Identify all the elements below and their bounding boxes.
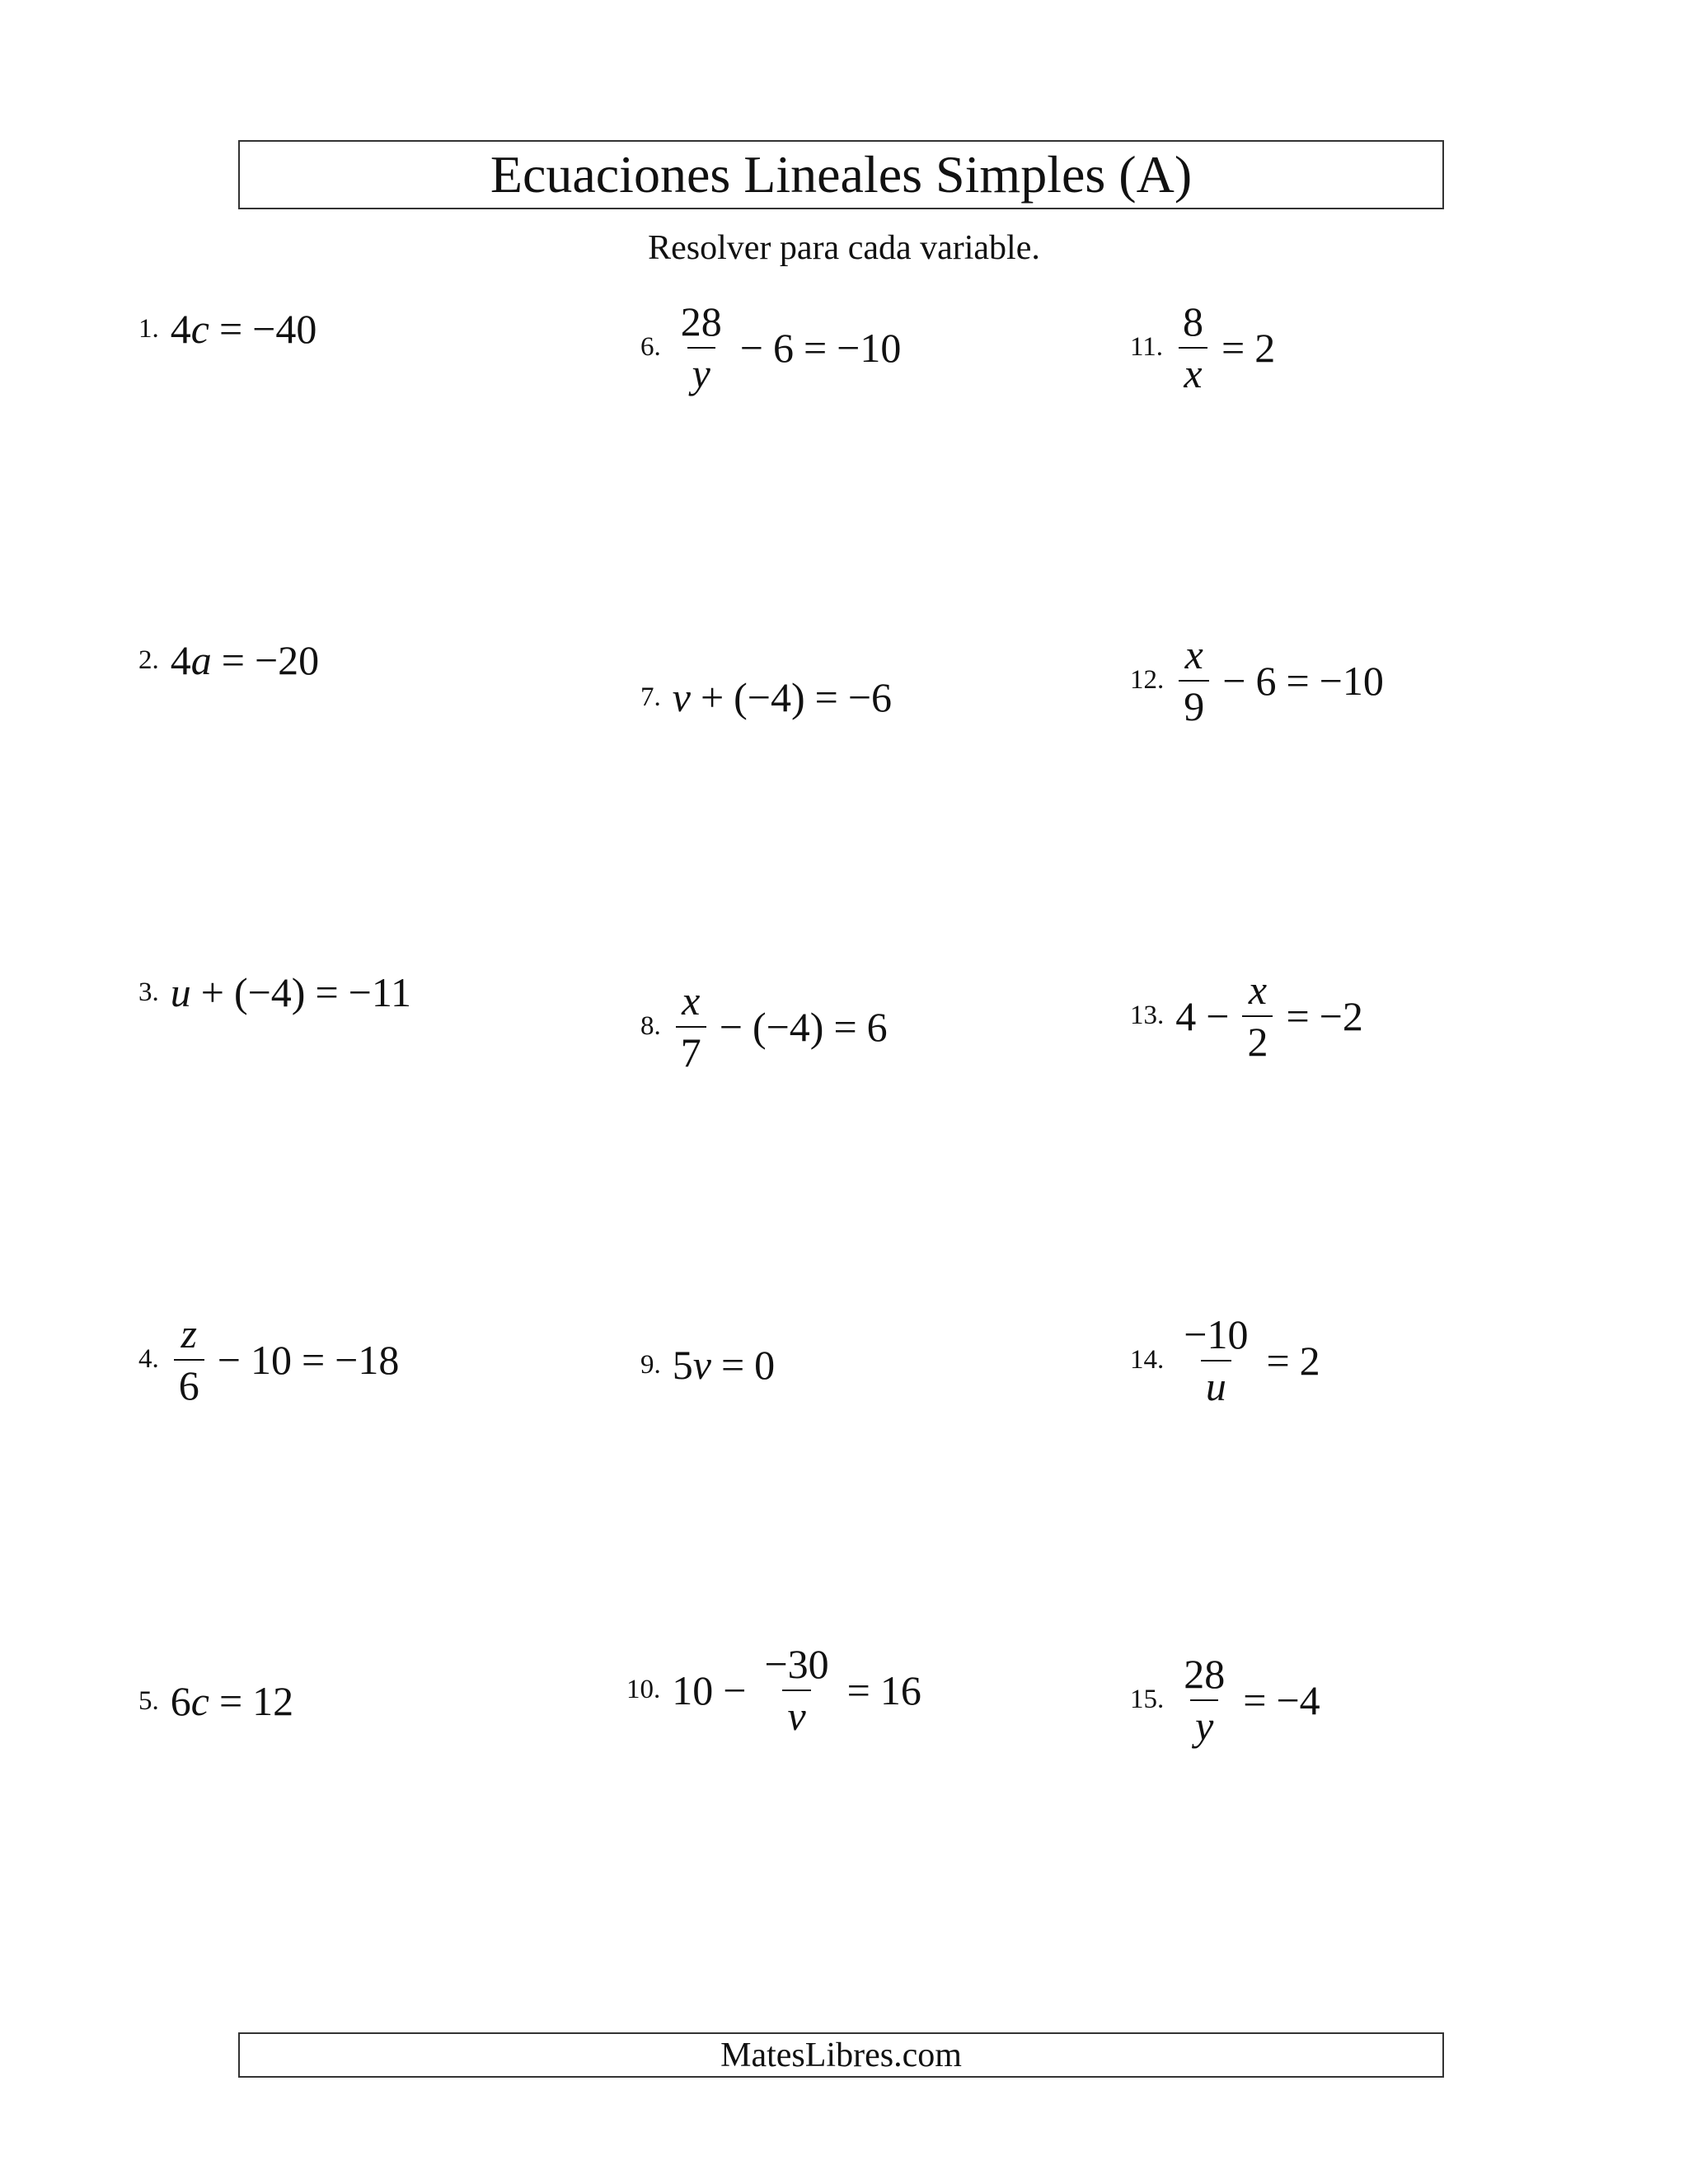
numerator: 28 [680,298,722,344]
problem-8 [640,979,888,1074]
equals-sign: = [221,637,245,683]
equation [673,979,888,1074]
problem-number: 5. [138,1685,159,1716]
variable: v [672,674,691,720]
numerator: z [181,1310,197,1357]
denominator: x [1179,347,1207,396]
equals-sign: = [803,324,828,371]
variable: c [190,1678,209,1724]
term: 6 [1255,657,1277,704]
fraction [1175,633,1212,728]
equation [673,300,902,395]
term: (−4) [233,969,306,1015]
denominator: 7 [676,1026,706,1075]
equals-sign: = [315,969,339,1015]
numerator: x [1248,967,1268,1013]
problem-number: 12. [1130,665,1165,695]
numerator: 28 [1184,1651,1226,1697]
problem-number: 11. [1130,332,1164,362]
equation [1175,1652,1320,1747]
minus-sign: − [723,1666,747,1713]
equation [1175,968,1363,1063]
right-side: −40 [252,306,317,352]
equals-sign: = [833,1003,857,1050]
term: 6 [772,324,794,371]
equals-sign: = [301,1336,326,1383]
right-side: −18 [335,1336,400,1383]
right-side: 16 [879,1666,921,1713]
problem-6 [640,300,901,395]
denominator: 2 [1242,1015,1273,1064]
equation [171,636,319,684]
term: (−4) [734,674,805,720]
fraction [1175,1652,1233,1747]
problem-3 [138,968,411,1016]
minus-sign: − [739,324,763,371]
numerator: −30 [764,1641,829,1687]
problem-10 [626,1643,921,1737]
problem-1 [138,305,316,353]
right-side: 12 [252,1678,294,1724]
fraction [673,300,730,395]
equation [171,305,317,353]
right-side: −11 [348,969,411,1015]
equals-sign: = [218,1678,243,1724]
right-side: −10 [1319,657,1384,704]
variable: c [190,306,209,352]
fraction [1175,300,1212,395]
right-side: −20 [254,637,320,683]
variable: v [692,1342,711,1388]
minus-sign: − [719,1003,743,1050]
title-box [238,140,1444,209]
coefficient: 5 [672,1342,693,1388]
fraction [1175,1313,1256,1408]
problem-number: 3. [138,977,159,1007]
equals-sign: = [720,1342,745,1388]
denominator: v [782,1690,810,1738]
denominator: 9 [1179,680,1209,729]
equals-sign: = [1221,324,1245,371]
right-side: 2 [1299,1337,1320,1384]
term: 10 [672,1666,714,1713]
minus-sign: − [1222,657,1246,704]
problem-number: 13. [1130,1001,1165,1030]
problem-5 [138,1677,293,1725]
equation [171,1677,293,1725]
equation [673,1341,775,1389]
denominator: y [1190,1699,1218,1748]
footer-box [238,2032,1444,2078]
fraction [171,1312,208,1407]
term: 4 [1175,992,1197,1039]
term: (−4) [752,1003,824,1050]
minus-sign: − [1206,992,1230,1039]
equals-sign: = [1243,1676,1267,1723]
right-side: 2 [1254,324,1276,371]
equals-sign: = [218,306,243,352]
numerator: x [682,977,701,1024]
equals-sign: = [1286,657,1310,704]
term: 10 [250,1336,292,1383]
problem-11 [1130,300,1275,395]
problem-number: 14. [1130,1345,1165,1375]
problem-2 [138,636,319,684]
variable: a [190,637,212,683]
problem-14 [1130,1313,1320,1408]
minus-sign: − [217,1336,241,1383]
problem-number: 4. [138,1344,159,1374]
equation [672,1643,921,1737]
problem-12 [1130,633,1384,728]
plus-sign: + [200,969,224,1015]
right-side: 0 [754,1342,776,1388]
numerator: x [1184,631,1203,677]
right-side: −2 [1319,992,1363,1039]
equation [1175,633,1384,728]
denominator: y [687,347,715,396]
denominator: 6 [174,1359,204,1408]
problem-number: 9. [640,1349,661,1380]
problem-number: 2. [138,644,159,675]
problem-4 [138,1312,399,1407]
problem-number: 10. [626,1675,661,1704]
coefficient: 6 [170,1678,191,1724]
numerator: −10 [1184,1311,1249,1357]
problem-number: 15. [1130,1685,1165,1714]
equals-sign: = [846,1666,870,1713]
fraction [1239,968,1276,1063]
problem-number: 8. [640,1011,661,1041]
equation [171,968,411,1016]
denominator: u [1201,1360,1231,1408]
problem-7 [640,673,892,721]
right-side: −4 [1276,1676,1320,1723]
footer-site: MatesLibres.com [720,2036,962,2074]
variable: u [170,969,191,1015]
problem-15 [1130,1652,1320,1747]
fraction [756,1643,837,1737]
problem-9 [640,1341,775,1389]
equation [1175,300,1275,395]
plus-sign: + [700,674,724,720]
coefficient: 4 [170,637,191,683]
right-side: −6 [847,674,893,720]
instructions: Resolver para cada variable. [648,229,1040,267]
fraction [673,979,710,1074]
problem-number: 6. [640,332,661,362]
problem-number: 1. [138,313,159,344]
equation [171,1312,400,1407]
equals-sign: = [1266,1337,1290,1384]
problem-13 [1130,968,1363,1063]
equals-sign: = [1286,992,1310,1039]
problem-number: 7. [640,682,661,712]
right-side: 6 [866,1003,888,1050]
equation [673,673,892,721]
coefficient: 4 [170,306,191,352]
equation [1175,1313,1320,1408]
right-side: −10 [837,324,902,371]
numerator: 8 [1183,298,1204,344]
worksheet-title: Ecuaciones Lineales Simples (A) [490,145,1193,204]
equals-sign: = [814,674,838,720]
